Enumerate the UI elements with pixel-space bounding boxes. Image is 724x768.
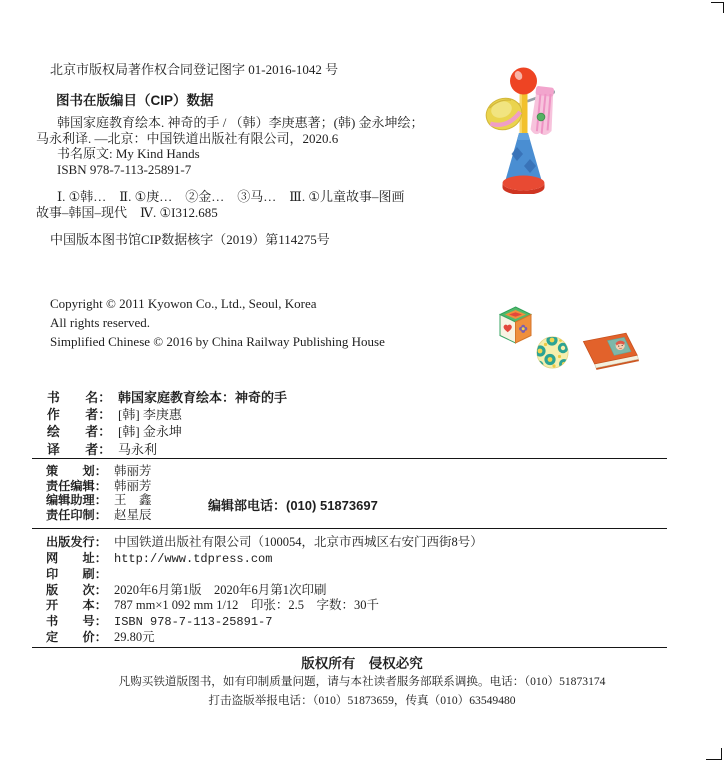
- edition-row: [46, 583, 483, 599]
- editorial-phone: 编辑部电话：(010) 51873697: [208, 498, 378, 513]
- field-label: 出版发行：: [46, 535, 107, 549]
- field-label: 版 次：: [46, 582, 107, 597]
- book-title-row: [47, 389, 287, 406]
- cone-top-shade: [517, 133, 530, 140]
- price-row: [46, 630, 483, 646]
- publisher-value: 中国铁道出版社有限公司（100054，北京市西城区右安门西街8号）: [114, 535, 483, 549]
- copyright-line: Copyright © 2011 Kyowon Co., Ltd., Seoul, Korea: [50, 296, 317, 311]
- field-label: 编辑助理：: [46, 493, 107, 508]
- knob: [537, 113, 545, 121]
- field-label: 开 本：: [46, 598, 107, 612]
- cone-body: [506, 133, 542, 180]
- isbn-value: ISBN 978-7-113-25891-7: [114, 614, 273, 629]
- cip-record-line: 中国版本图书馆CIP数据核字（2019）第114275号: [50, 232, 330, 247]
- copyright-block: [50, 294, 385, 351]
- field-label: 责任编辑：: [46, 478, 107, 493]
- printer-row: [46, 567, 483, 583]
- head-ball: [510, 68, 537, 95]
- towel: [530, 86, 557, 136]
- field-label: 绘 者：: [47, 424, 111, 440]
- hat-stand-toy-illustration: [484, 64, 562, 194]
- isbn-row: [46, 614, 483, 631]
- planner-name: 韩丽芳: [114, 464, 152, 478]
- format-row: [46, 598, 483, 614]
- editor-name: 韩丽芳: [114, 478, 152, 493]
- service-line: 凡购买铁道版图书，如有印制质量问题，请与本社读者服务部联系调换。电话：（010）51873174: [118, 675, 606, 688]
- illustrator-row: [47, 423, 287, 440]
- cip-description: [36, 115, 424, 177]
- cip-classification: [36, 189, 404, 220]
- field-label: 印 刷：: [46, 567, 107, 581]
- registration-line: 北京市版权局著作权合同登记图字 01-2016-1042 号: [50, 62, 339, 77]
- crop-mark-top-right: [711, 2, 724, 13]
- planner-row: [46, 464, 152, 479]
- cip-line: 马永利译. —北京：中国铁道出版社有限公司，2020.6: [36, 130, 339, 146]
- field-label: 定 价：: [46, 630, 107, 644]
- price-value: 29.80元: [114, 630, 155, 644]
- book-title: 韩国家庭教育绘本：神奇的手: [118, 390, 288, 405]
- publication-block: [46, 535, 483, 646]
- translator-name: 马永利: [118, 441, 158, 457]
- cip-heading: 图书在版编目（CIP）数据: [56, 93, 214, 108]
- rights-notice: 版权所有 侵权必究: [301, 656, 423, 671]
- website-url: http://www.tdpress.com: [114, 551, 273, 566]
- picture-book-illustration: [580, 331, 644, 373]
- assistant-row: [46, 493, 152, 508]
- translator-row: [47, 441, 287, 458]
- cip-line: 书名原文: My Kind Hands: [57, 146, 200, 162]
- toy-block-illustration: [498, 306, 533, 344]
- field-label: 译 者：: [47, 441, 111, 457]
- illustrator-name: [韩] 金永坤: [118, 424, 182, 440]
- copyright-line: All rights reserved.: [50, 315, 151, 330]
- format-value: 787 mm×1 092 mm 1/12 印张：2.5 字数：30千: [114, 598, 380, 612]
- author-row: [47, 406, 287, 423]
- cip-line: Ⅰ. ①韩… Ⅱ. ①庚… ②金… ③马… Ⅲ. ①儿童故事–图画: [57, 189, 405, 204]
- patterned-ball-illustration: [536, 336, 569, 369]
- author-name: [韩] 李庚惠: [118, 407, 182, 423]
- field-label: 策 划：: [46, 464, 107, 478]
- field-label: 责任印制：: [46, 507, 107, 522]
- edition-value: 2020年6月第1版 2020年6月第1次印刷: [114, 582, 327, 597]
- book-group: [583, 333, 639, 371]
- copyright-line: Simplified Chinese © 2016 by China Railway Publishing House: [50, 334, 385, 349]
- book-info-block: [47, 389, 287, 458]
- assistant-name: 王 鑫: [114, 493, 152, 508]
- editor-row: [46, 479, 152, 494]
- divider-rule: [32, 647, 667, 648]
- print-supervisor-row: [46, 508, 152, 523]
- website-row: [46, 551, 483, 568]
- print-supervisor-name: 赵星辰: [114, 507, 152, 522]
- divider-rule: [32, 528, 667, 529]
- cip-line: 韩国家庭教育绘本. 神奇的手 / （韩）李庚惠著；(韩) 金永坤绘；: [57, 115, 424, 130]
- flower-center: [522, 327, 525, 330]
- field-label: 书 名：: [47, 390, 111, 405]
- cip-line: ISBN 978-7-113-25891-7: [57, 161, 192, 177]
- publisher-row: [46, 535, 483, 551]
- footer-block: [32, 655, 692, 710]
- field-label: 网 址：: [46, 550, 107, 565]
- staff-block: [46, 464, 152, 522]
- divider-rule: [32, 458, 667, 459]
- base-top: [503, 176, 545, 191]
- field-label: 作 者：: [47, 407, 111, 423]
- field-label: 书 号：: [46, 613, 107, 628]
- crop-mark-bottom-right: [706, 748, 722, 760]
- piracy-report-line: 打击盗版举报电话：（010）51873659，传真（010）63549480: [208, 694, 516, 707]
- cip-line: 故事–韩国–现代 Ⅳ. ①I312.685: [36, 204, 218, 220]
